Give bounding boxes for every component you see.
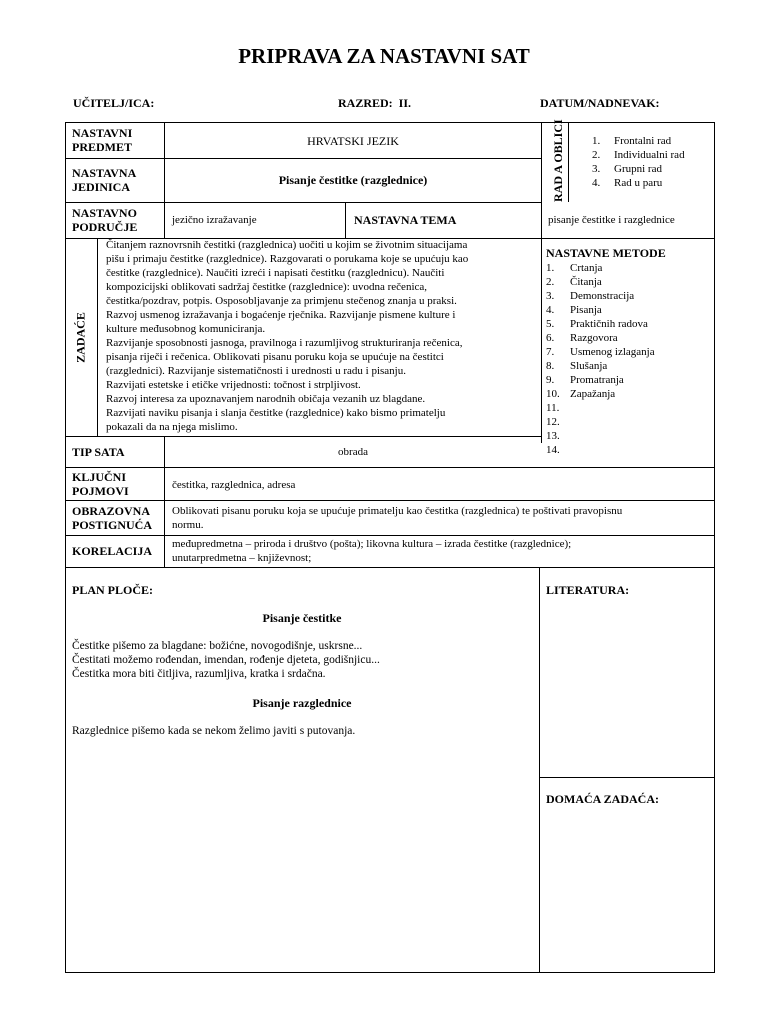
theme-value: pisanje čestitke i razglednice <box>548 214 675 226</box>
area-value: jezično izražavanje <box>172 214 257 226</box>
list-item: 8. Slušanja <box>546 360 608 372</box>
list-item: 13. <box>546 430 560 442</box>
board-plan-label: PLAN PLOČE: <box>72 583 153 597</box>
outcomes-label: OBRAZOVNA POSTIGNUĆA <box>72 504 153 532</box>
work-forms-label-cell <box>548 119 568 202</box>
board-plan-text-2: Razglednice pišemo kada se nekom želimo javiti s putovanja. <box>72 725 356 737</box>
list-item: 1. Frontalni rad <box>592 135 672 147</box>
board-plan-text-1: Čestitke pišemo za blagdane: božićne, novogodišnje, uskrsne... Čestitati možemo rođendan, imendan, rođenje djeteta, godišnjicu... Čestitka mora biti čitljiva, razumljiva, kratka i srdačna. <box>72 640 380 680</box>
work-forms-label: RAD A OBLICI <box>551 119 565 202</box>
tasks-label: ZADAĆE <box>73 312 88 363</box>
lesson-type-label: TIP SATA <box>72 445 125 459</box>
grade-value: II. <box>398 96 412 110</box>
board-plan-heading-2: Pisanje razglednice <box>252 696 352 710</box>
list-item: 3. Grupni rad <box>592 163 662 175</box>
list-item: 2. Čitanja <box>546 276 602 288</box>
tasks-label-cell <box>65 238 97 436</box>
list-item: 11. <box>546 402 560 414</box>
theme-label: NASTAVNA TEMA <box>354 213 457 227</box>
list-item: 9. Promatranja <box>546 374 624 386</box>
lesson-type-value: obrada <box>338 446 368 458</box>
work-forms-list <box>592 134 685 190</box>
key-terms-label: KLJUČNI POJMOVI <box>72 470 129 498</box>
list-item: 3. Demonstracija <box>546 290 635 302</box>
list-item: 4. Pisanja <box>546 304 602 316</box>
methods-label: NASTAVNE METODE <box>546 246 666 260</box>
correlation-value: međupredmetna – priroda i društvo (pošta); likovna kultura – izrada čestitke (razglednice); unutarpredmetna – književnost; <box>172 538 572 564</box>
outcomes-value: Oblikovati pisanu poruku koja se upućuje primatelju kao čestitka (razglednica) te poštivati pravopisnu normu. <box>172 505 623 531</box>
page-title: PRIPRAVA ZA NASTAVNI SAT <box>238 44 530 68</box>
unit-label: NASTAVNA JEDINICA <box>72 166 137 194</box>
list-item: 14. <box>546 444 560 456</box>
date-label: DATUM/NADNEVAK: <box>540 96 660 110</box>
board-plan-heading-1: Pisanje čestitke <box>262 611 342 625</box>
literature-label: LITERATURA: <box>546 583 630 597</box>
area-label: NASTAVNO PODRUČJE <box>72 206 138 234</box>
list-item: 12. <box>546 416 560 428</box>
list-item: 2. Individualni rad <box>592 149 685 161</box>
correlation-label: KORELACIJA <box>72 544 153 558</box>
tasks-text: Čitanjem raznovrsnih čestitki (razglednica) uočiti u kojim se životnim situacijama pišu i primaju čestitke (razglednice). Razgovarati o porukama koje se upućuju kao čestitke (razglednice). Naučiti izreći i napisati čestitku (razglednicu). Naučiti kompozicijski oblikovati sadržaj čestitke (razglednice): uvodna rečenica, čestitka/pozdrav, potpis. Osposobljavanje za primjenu stečenog znanja u praksi. Razvoj usmenog izražavanja i bogaćenje rječnika. Razvijanje pismene kulture i kulture međusobnog komuniciranja. Razvijanje sposobnosti jasnoga, pravilnoga i razumljivog strukturiranja rečenica, pisanja riječi i rečenica. Oblikovati pisanu poruku koja se upućuje na čestitci (razglednici). Razvijanje sistematičnosti i urednosti u radu i pisanju. Razvijati estetske i etičke vrijednosti: točnost i strpljivost. Razvoj interesa za upoznavanjem narodnih običaja vezanih uz blagdane. Razvijati naviku pisanja i slanja čestitke (razglednice) kako bismo primatelju pokazali da na njega mislimo. <box>106 239 469 433</box>
teacher-label: UČITELJ/ICA: <box>73 96 155 110</box>
unit-value: Pisanje čestitke (razglednice) <box>278 173 428 187</box>
methods-list <box>546 261 655 457</box>
list-item: 1. Crtanja <box>546 262 603 274</box>
key-terms-value: čestitka, razglednica, adresa <box>172 479 296 491</box>
list-item: 10. Zapažanja <box>546 388 616 400</box>
list-item: 7. Usmenog izlaganja <box>546 346 655 358</box>
homework-label: DOMAĆA ZADAĆA: <box>546 792 659 806</box>
grade-label: RAZRED: II. <box>338 96 412 110</box>
list-item: 5. Praktičnih radova <box>546 318 648 330</box>
subject-label: NASTAVNI PREDMET <box>72 126 133 154</box>
subject-value: HRVATSKI JEZIK <box>307 134 399 148</box>
list-item: 6. Razgovora <box>546 332 618 344</box>
list-item: 4. Rad u paru <box>592 177 663 189</box>
